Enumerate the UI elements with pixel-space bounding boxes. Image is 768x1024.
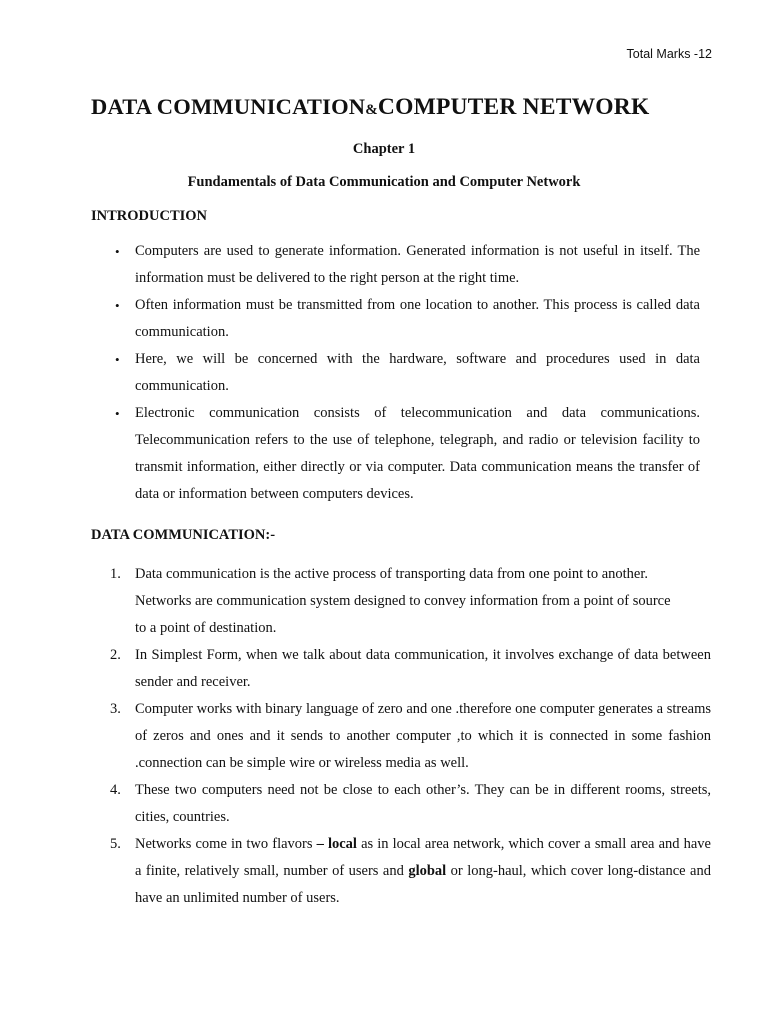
numbered-item: [110, 777, 711, 831]
item-number: 5.: [110, 836, 121, 852]
item-number: 1.: [110, 566, 121, 582]
document-title: [91, 94, 649, 121]
chapter-label: Chapter 1: [352, 141, 416, 157]
bullet-text: Computers are used to generate information. Generated information is not useful in itself. The information must be delivered to the right person at the right time.: [135, 243, 700, 286]
keyword-global: global: [408, 863, 447, 879]
bullet-icon: •: [115, 352, 120, 367]
bullet-item: [115, 292, 700, 346]
item-text-part: Networks come in two flavors: [135, 836, 317, 852]
item-number: 3.: [110, 701, 121, 717]
item-line: to a point of destination.: [135, 620, 277, 636]
bullet-icon: •: [115, 244, 120, 259]
bullet-item: [115, 346, 700, 400]
bullet-text: Often information must be transmitted from one location to another. This process is called data communication.: [135, 297, 700, 340]
introduction-heading: INTRODUCTION: [91, 208, 208, 224]
total-marks: Total Marks -12: [626, 47, 712, 61]
data-communication-list: [0, 561, 768, 912]
bullet-text: Here, we will be concerned with the hardware, software and procedures used in data communication.: [135, 351, 700, 394]
introduction-bullet-list: [0, 238, 768, 508]
title-part-1: DATA COMMUNICATION: [91, 94, 366, 119]
title-ampersand: &: [365, 102, 378, 118]
chapter-subtitle: Fundamentals of Data Communication and Computer Network: [187, 174, 581, 190]
numbered-item: [110, 642, 711, 696]
item-text-part: as in local area network, which cover a small area and have a finite, relatively small, number of users and: [135, 836, 711, 879]
keyword-local: – local: [316, 836, 357, 852]
bullet-item: [115, 238, 700, 292]
item-text: Computer works with binary language of zero and one .therefore one computer generates a streams of zeros and ones and it sends to another computer ,to which it is connected in some fashion .connection can be simple wire or wireless media as well.: [135, 701, 711, 771]
item-text-part: or long-haul, which cover long-distance and have an unlimited number of users.: [135, 863, 711, 906]
item-line: Data communication is the active process of transporting data from one point to another.: [135, 566, 648, 582]
bullet-item: [115, 400, 700, 508]
bullet-text: Electronic communication consists of telecommunication and data communications. Telecommunication refers to the use of telephone, telegraph, and radio or television facility to transmit information, either directly or via computer. Data communication means the transfer of data or information between computers devices.: [135, 405, 700, 502]
item-text: In Simplest Form, when we talk about data communication, it involves exchange of data between sender and receiver.: [135, 647, 711, 690]
item-number: 4.: [110, 782, 121, 798]
numbered-item: [110, 696, 711, 777]
item-text: These two computers need not be close to each other’s. They can be in different rooms, streets, cities, countries.: [135, 782, 711, 825]
bullet-icon: •: [115, 298, 120, 313]
bullet-icon: •: [115, 406, 120, 421]
data-communication-heading: DATA COMMUNICATION:-: [91, 527, 276, 543]
title-part-2: COMPUTER NETWORK: [377, 94, 650, 120]
numbered-item: [110, 831, 711, 912]
item-line: Networks are communication system designed to convey information from a point of source: [135, 593, 671, 609]
numbered-item: [110, 561, 711, 642]
item-number: 2.: [110, 647, 121, 663]
